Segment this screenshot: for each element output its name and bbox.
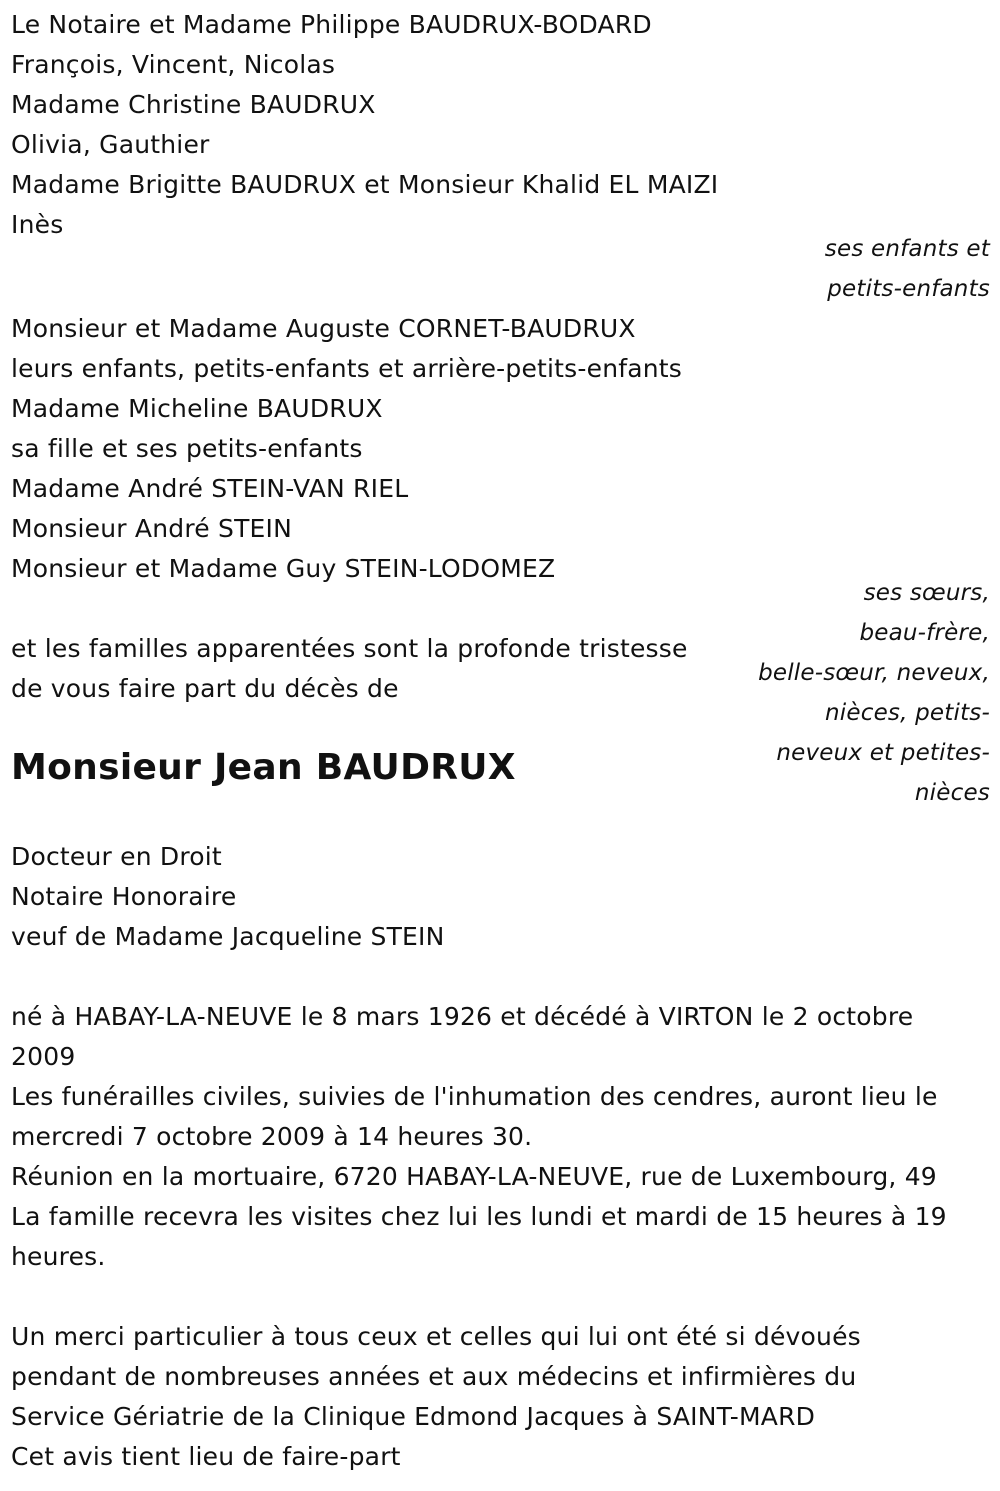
- family-line: Inès: [11, 210, 64, 239]
- title-line: Notaire Honoraire: [11, 882, 237, 911]
- family-line: leurs enfants, petits-enfants et arrière-petits-enfants: [11, 354, 683, 383]
- relation-line: nièces: [914, 780, 990, 806]
- family-line: Madame Christine BAUDRUX: [11, 90, 376, 119]
- closing-line: Service Gériatrie de la Clinique Edmond Jacques à SAINT-MARD: [11, 1402, 816, 1431]
- closing-line: pendant de nombreuses années et aux médecins et infirmières du: [11, 1362, 857, 1391]
- family-line: Madame André STEIN-VAN RIEL: [11, 474, 409, 503]
- closing-line: Un merci particulier à tous ceux et celles qui lui ont été si dévoués: [11, 1322, 861, 1351]
- deceased-titles: [11, 837, 991, 957]
- relation-label-siblings: [758, 573, 990, 813]
- family-line: Monsieur et Madame Guy STEIN-LODOMEZ: [11, 554, 556, 583]
- closing-line: Cet avis tient lieu de faire-part: [11, 1442, 401, 1471]
- closing-text: [11, 1317, 991, 1477]
- detail-paragraph: Les funérailles civiles, suivies de l'inhumation des cendres, auront lieu le mercredi 7 octobre 2009 à 14 heures 30.: [11, 1082, 938, 1151]
- family-line: Le Notaire et Madame Philippe BAUDRUX-BODARD: [11, 10, 652, 39]
- family-line: Monsieur et Madame Auguste CORNET-BAUDRUX: [11, 314, 636, 343]
- title-line: Docteur en Droit: [11, 842, 222, 871]
- relation-line: ses enfants et: [824, 236, 990, 262]
- family-line: sa fille et ses petits-enfants: [11, 434, 363, 463]
- funeral-details: [11, 997, 976, 1277]
- family-line: Madame Micheline BAUDRUX: [11, 394, 383, 423]
- relation-line: beau-frère,: [859, 620, 990, 646]
- detail-paragraph: La famille recevra les visites chez lui les lundi et mardi de 15 heures à 19 heures.: [11, 1202, 947, 1271]
- title-line: veuf de Madame Jacqueline STEIN: [11, 922, 445, 951]
- family-line: Olivia, Gauthier: [11, 130, 210, 159]
- announcement-line: de vous faire part du décès de: [11, 674, 399, 703]
- detail-paragraph: Réunion en la mortuaire, 6720 HABAY-LA-NEUVE, rue de Luxembourg, 49: [11, 1162, 937, 1191]
- family-list-children: [11, 5, 991, 245]
- family-line: Madame Brigitte BAUDRUX et Monsieur Khalid EL MAIZI: [11, 170, 719, 199]
- deceased-name: Monsieur Jean BAUDRUX: [11, 747, 516, 788]
- relation-line: nièces, petits-: [825, 700, 990, 726]
- detail-paragraph: né à HABAY-LA-NEUVE le 8 mars 1926 et décédé à VIRTON le 2 octobre 2009: [11, 1002, 914, 1071]
- relation-line: neveux et petites-: [776, 740, 990, 766]
- family-line: Monsieur André STEIN: [11, 514, 293, 543]
- relation-line: petits-enfants: [827, 276, 990, 302]
- relation-label-children: [825, 229, 990, 309]
- relation-line: belle-sœur, neveux,: [758, 660, 990, 686]
- family-list-siblings: [11, 309, 991, 589]
- announcement-line: et les familles apparentées sont la profonde tristesse: [11, 634, 688, 663]
- announcement-text: [11, 629, 741, 709]
- family-line: François, Vincent, Nicolas: [11, 50, 336, 79]
- relation-line: ses sœurs,: [863, 580, 990, 606]
